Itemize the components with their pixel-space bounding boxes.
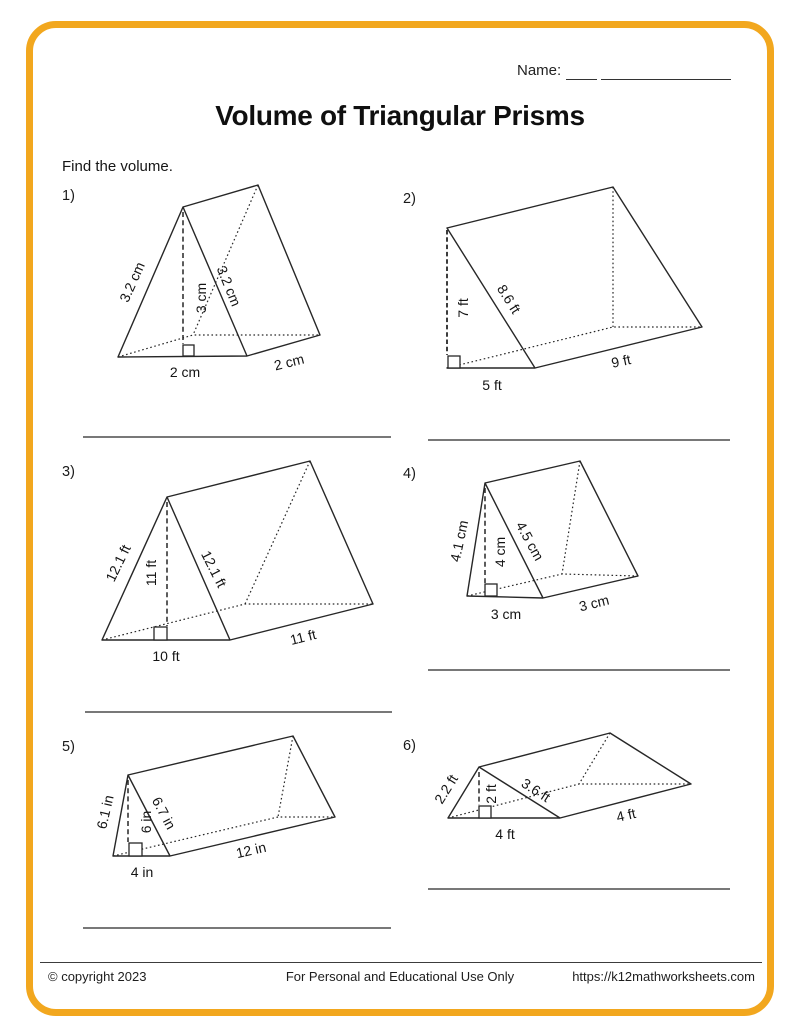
dimension-label-depth: 9 ft [609, 351, 633, 371]
answer-line-1 [83, 436, 391, 438]
dimension-label-back-slant: 3.2 cm [213, 263, 245, 309]
right-angle-marker [448, 356, 460, 368]
answer-line-2 [428, 439, 730, 441]
dimension-label-right-slant: 4.5 cm [512, 518, 548, 564]
dimension-label-right-slant: 3.6 ft [518, 774, 554, 806]
answer-line-6 [428, 888, 730, 890]
page-title: Volume of Triangular Prisms [215, 100, 585, 131]
dimension-label-depth: 4 ft [614, 805, 638, 825]
dimension-label-height: 4 cm [492, 536, 508, 568]
prism-figure-2 [447, 187, 702, 393]
problem-number-6: 6) [403, 738, 416, 754]
problem-number-4: 4) [403, 466, 416, 482]
right-angle-marker [479, 806, 491, 818]
footer-copyright: © copyright 2023 [48, 969, 147, 984]
hidden-edges [448, 733, 691, 818]
dimension-label-depth: 12 in [234, 838, 268, 862]
dimension-label-base: 2 cm [169, 364, 201, 380]
right-angle-marker [485, 584, 497, 596]
dimension-label-left-side: 7 ft [455, 298, 471, 318]
answer-line-4 [428, 669, 730, 671]
dimension-label-right-slant: 12.1 ft [198, 548, 230, 590]
prism-figure-5 [93, 736, 335, 880]
answer-line-5 [83, 927, 391, 929]
name-label: Name: [517, 62, 562, 79]
dimension-label-depth: 11 ft [288, 626, 318, 648]
right-angle-marker [183, 345, 194, 356]
instruction-text: Find the volume. [62, 158, 173, 175]
right-angle-marker [154, 627, 167, 640]
dimension-label-base: 10 ft [152, 648, 180, 664]
hidden-edges [447, 187, 702, 368]
prism-figure-1 [116, 185, 320, 380]
dimension-label-depth: 2 cm [272, 350, 306, 374]
dimension-label-left-side: 6.1 in [93, 793, 117, 831]
dimension-label-depth: 3 cm [577, 591, 611, 615]
prism-outline [102, 461, 373, 640]
dimension-label-left-side: 12.1 ft [102, 542, 134, 584]
footer-divider [40, 962, 762, 963]
dimension-label-height: 11 ft [143, 559, 159, 587]
dimension-label-right-slant: 6.7 in [148, 794, 180, 832]
dimension-label-height: 6 in [138, 810, 154, 834]
prism-outline [467, 461, 638, 598]
answer-line-3 [85, 711, 392, 713]
right-angle-marker [129, 843, 142, 856]
dimension-label-base: 3 cm [490, 606, 522, 622]
prism-outline [113, 736, 335, 856]
dimension-label-left-side: 4.1 cm [446, 518, 472, 564]
dimension-label-base: 5 ft [482, 377, 502, 393]
dimension-label-hypotenuse: 8.6 ft [493, 281, 525, 317]
prism-figure-3 [102, 461, 373, 664]
footer-url: https://k12mathworksheets.com [572, 969, 755, 984]
footer-usage-note: For Personal and Educational Use Only [285, 969, 515, 984]
prism-outline [447, 187, 702, 368]
dimension-label-base: 4 in [130, 864, 154, 880]
prism-figure-4 [447, 461, 638, 622]
problem-number-1: 1) [62, 188, 75, 204]
prism-figure-6 [431, 733, 691, 842]
dimension-label-left-side: 3.2 cm [116, 259, 148, 305]
dimension-label-left-side: 2.2 ft [430, 771, 462, 807]
prism-outline [448, 733, 691, 818]
dimension-label-base: 4 ft [495, 826, 515, 842]
dimension-label-height: 3 cm [193, 282, 209, 314]
problem-number-2: 2) [403, 191, 416, 207]
problem-number-3: 3) [62, 464, 75, 480]
dimension-label-height: 2 ft [483, 784, 499, 804]
problem-number-5: 5) [62, 739, 75, 755]
